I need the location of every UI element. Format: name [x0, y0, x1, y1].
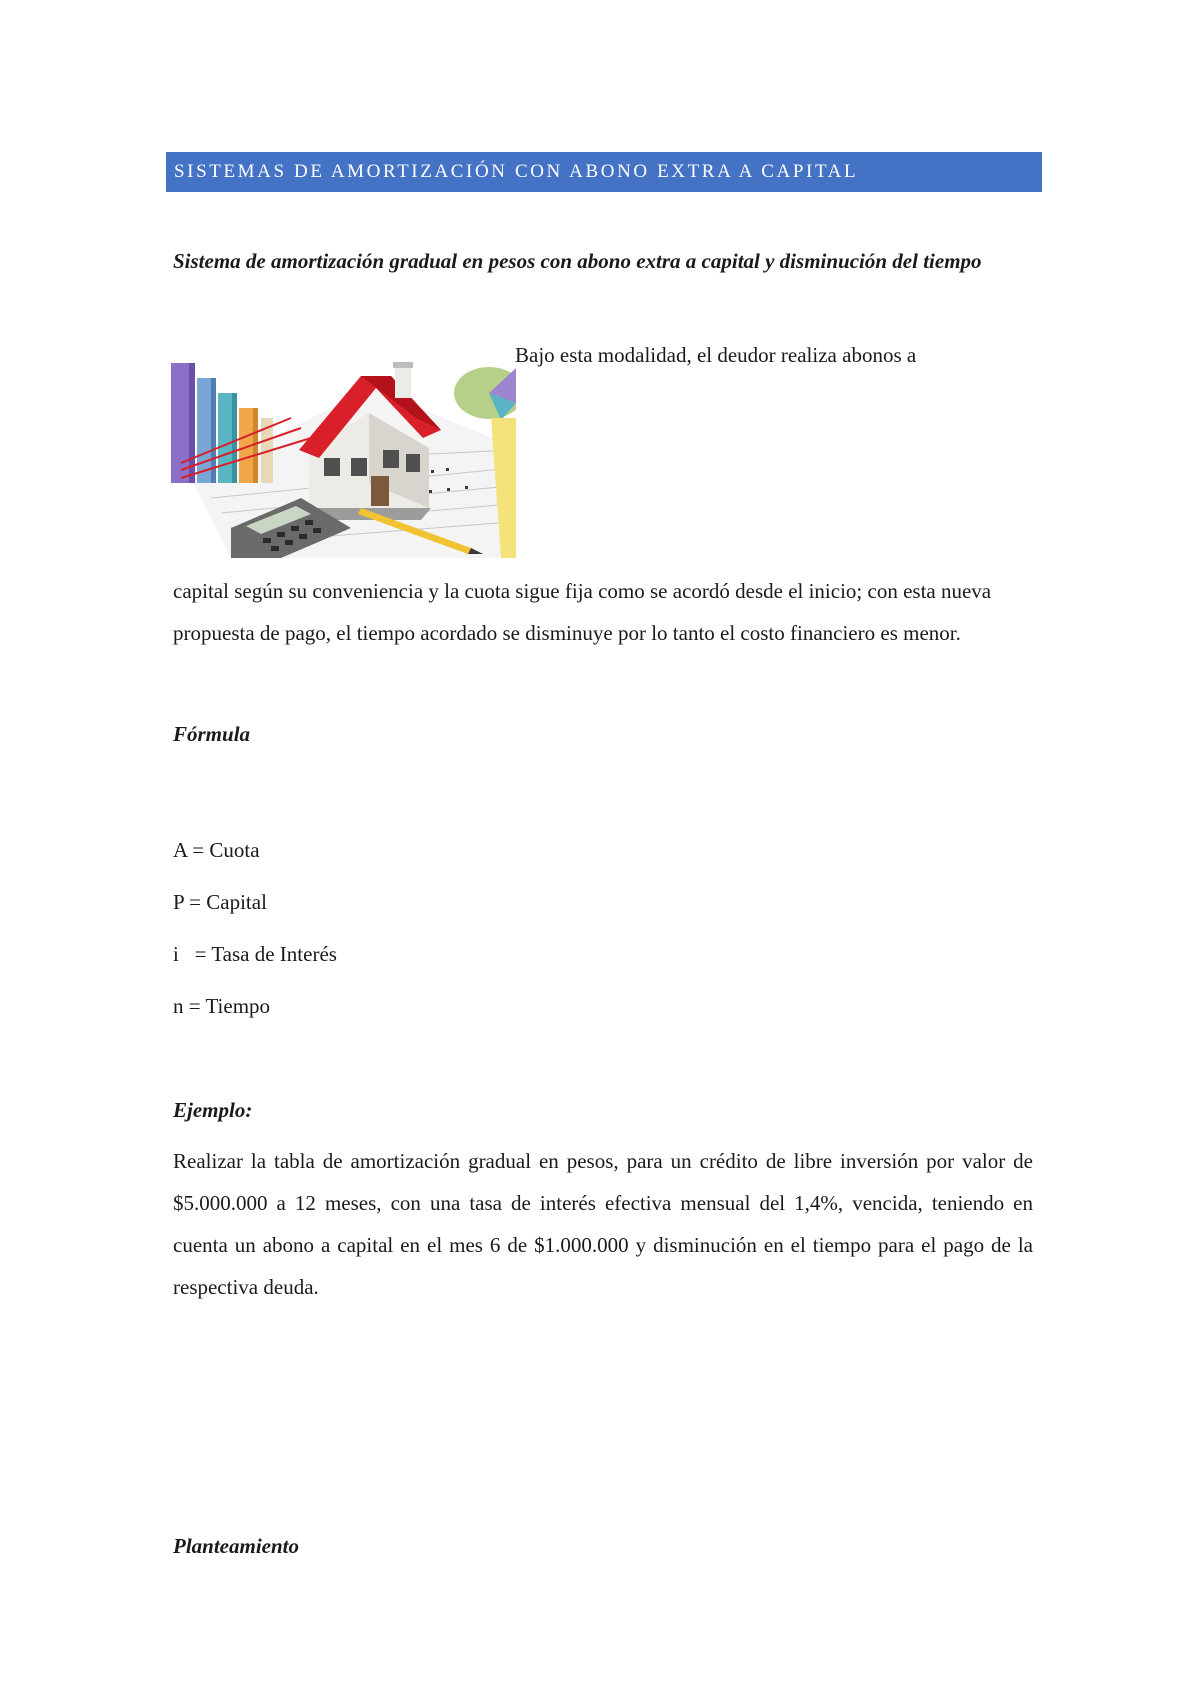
house-finance-illustration — [171, 358, 516, 558]
variable-definitions — [173, 832, 337, 1040]
intro-paragraph: capital según su conveniencia y la cuota sigue fija como se acordó desde el inicio; con esta nueva propuesta de pago, el tiempo acordado se disminuye por lo tanto el costo financiero es menor. — [173, 579, 992, 645]
definition-row: A = Cuota — [173, 838, 260, 862]
definition-row: n = Tiempo — [173, 994, 271, 1018]
section-banner: SISTEMAS DE AMORTIZACIÓN CON ABONO EXTRA A CAPITAL — [166, 152, 1042, 192]
example-paragraph: Realizar la tabla de amortización gradual en pesos, para un crédito de libre inversión por valor de $5.000.000 a 12 meses, con una tasa de interés efectiva mensual del 1,4%, vencida, teniendo en cuenta un abono a capital en el mes 6 de $1.000.000 y disminución en el tiempo para el pago de la respectiva deuda. — [173, 1149, 1033, 1299]
subtitle: Sistema de amortización gradual en pesos con abono extra a capital y disminución del tiempo — [173, 249, 982, 273]
example-heading: Ejemplo: — [173, 1098, 253, 1122]
formula-heading: Fórmula — [173, 722, 251, 746]
definition-row: i = Tasa de Interés — [173, 942, 337, 966]
definition-row: P = Capital — [173, 890, 267, 914]
intro-first-line: Bajo esta modalidad, el deudor realiza abonos a — [515, 343, 917, 367]
planteamiento-heading: Planteamiento — [173, 1534, 299, 1558]
